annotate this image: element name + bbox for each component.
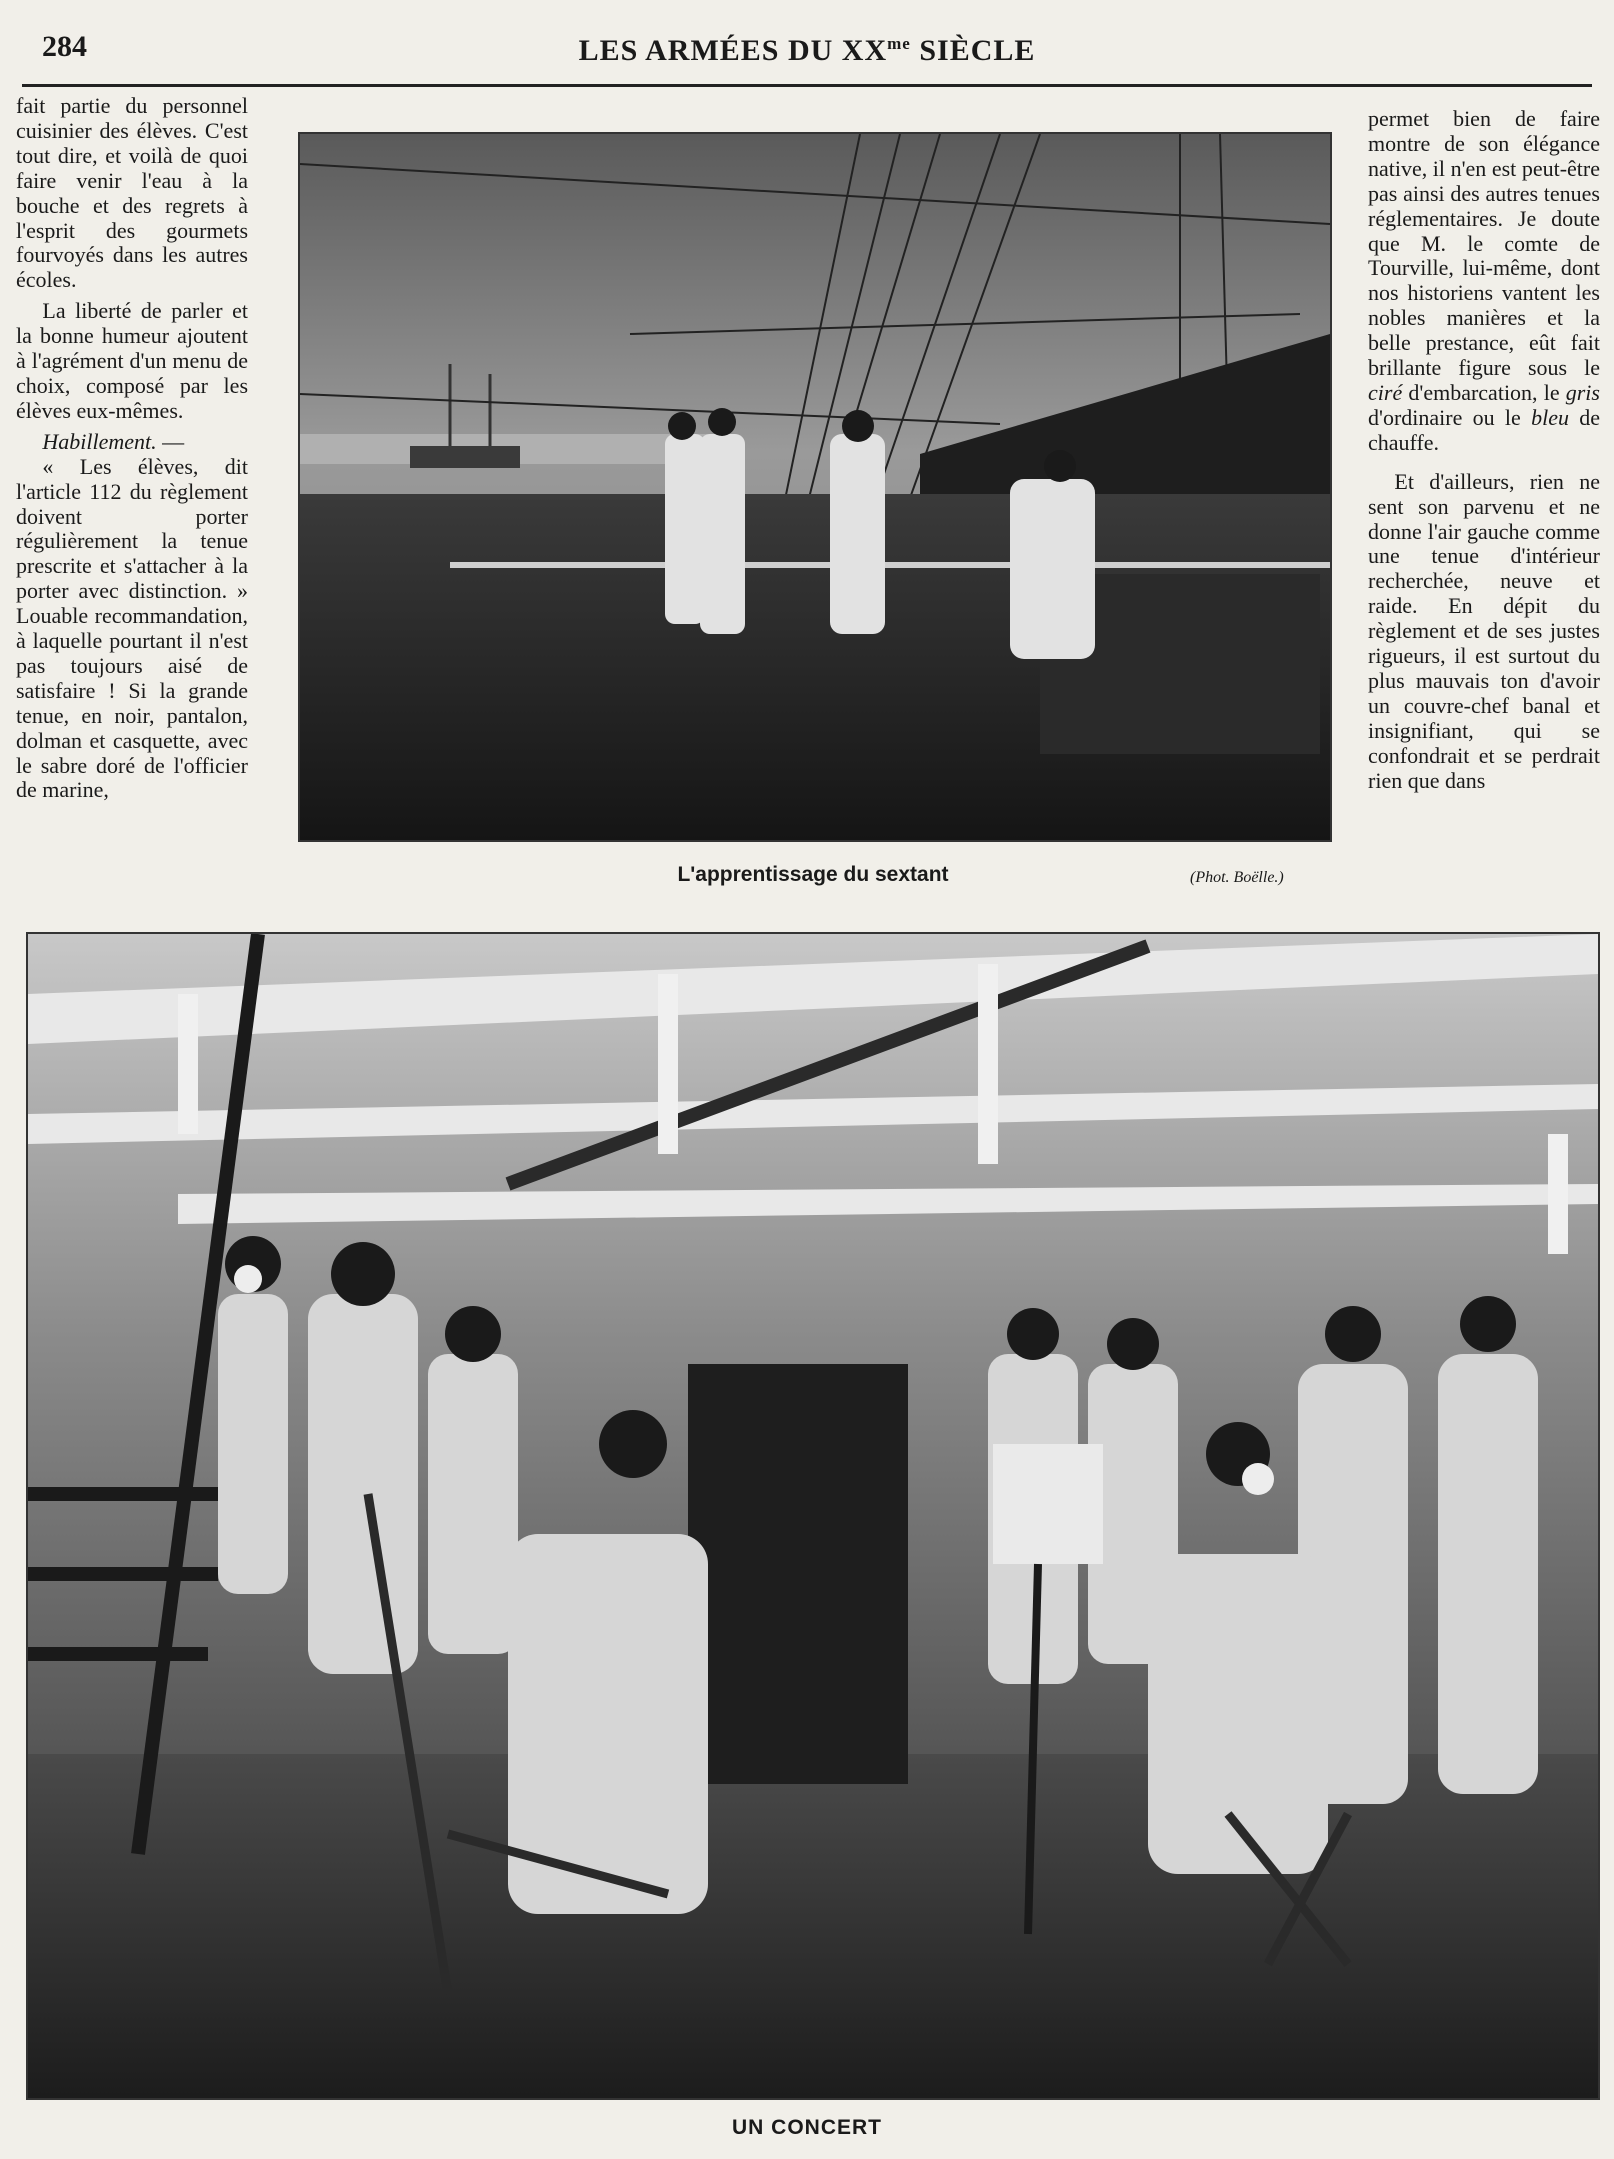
left-paragraph-4: « Les élèves, dit l'article 112 du règlement doivent porter régulièrement la tenue prescrite et s'attacher à la porter avec distinction. » Louable recommandation, à laquelle pourtant il n'est pas toujours aisé de satisfaire ! Si la grande tenue, en noir, pantalon, dolman et casquette, avec le sabre doré de l'officier de marine,: [16, 453, 248, 803]
header-title-end: SIÈCLE: [910, 34, 1036, 67]
sextant-photo-caption: L'apprentissage du sextant: [677, 863, 949, 886]
left-text-column: [16, 94, 248, 803]
left-paragraph-2: La liberté de parler et la bonne humeur ajoutent à l'agrément d'un menu de choix, composé par les élèves eux-mêmes.: [16, 298, 248, 423]
header-title-sup: me: [887, 34, 911, 53]
header-title-main: LES ARMÉES DU XX: [578, 34, 888, 67]
word-cire: ciré: [1368, 379, 1403, 405]
right-text-column: [1368, 107, 1600, 793]
word-gris: gris: [1565, 379, 1600, 405]
left-paragraph-3: [16, 430, 248, 455]
header-rule: [22, 84, 1592, 87]
word-bleu: bleu: [1531, 404, 1569, 430]
right-p1-text-a: permet bien de faire montre de son élégance native, il n'en est peut-être pas ainsi des autres tenues réglementaires. Je doute que M. le comte de Tourville, lui-même, dont nos historiens vantent les nobles manières et la belle prestance, eût fait brillante figure sous le: [1368, 106, 1600, 381]
left-paragraph-1: fait partie du personnel cuisinier des élèves. C'est tout dire, et voilà de quoi faire venir l'eau à la bouche et des regrets à l'esprit des gourmets fourvoyés dans les autres écoles.: [16, 93, 248, 293]
concert-photo-caption: UN CONCERT: [732, 2116, 882, 2139]
habillement-dash: —: [156, 428, 185, 454]
habillement-heading: Habillement.: [42, 428, 157, 454]
right-paragraph-1: [1368, 107, 1600, 456]
right-paragraph-2: Et d'ailleurs, rien ne sent son parvenu et ne donne l'air gauche comme une tenue d'intérieur recherchée, neuve et raide. En dépit du règlement et de ses justes rigueurs, il est surtout du plus mauvais ton d'avoir un couvre-chef banal et insignifiant, qui se confondrait et se perdrait rien que dans: [1368, 468, 1600, 793]
sextant-photo: [298, 132, 1332, 842]
right-p1-text-d: de chauffe.: [1368, 404, 1601, 455]
page-number: 284: [42, 30, 87, 63]
photo-credit: (Phot. Boëlle.): [1190, 869, 1284, 886]
concert-photo: [26, 932, 1600, 2100]
right-p1-text-c: d'ordinaire ou le: [1368, 404, 1532, 430]
page-header-title: [0, 34, 1614, 68]
right-p1-text-b: d'embarcation, le: [1402, 379, 1566, 405]
